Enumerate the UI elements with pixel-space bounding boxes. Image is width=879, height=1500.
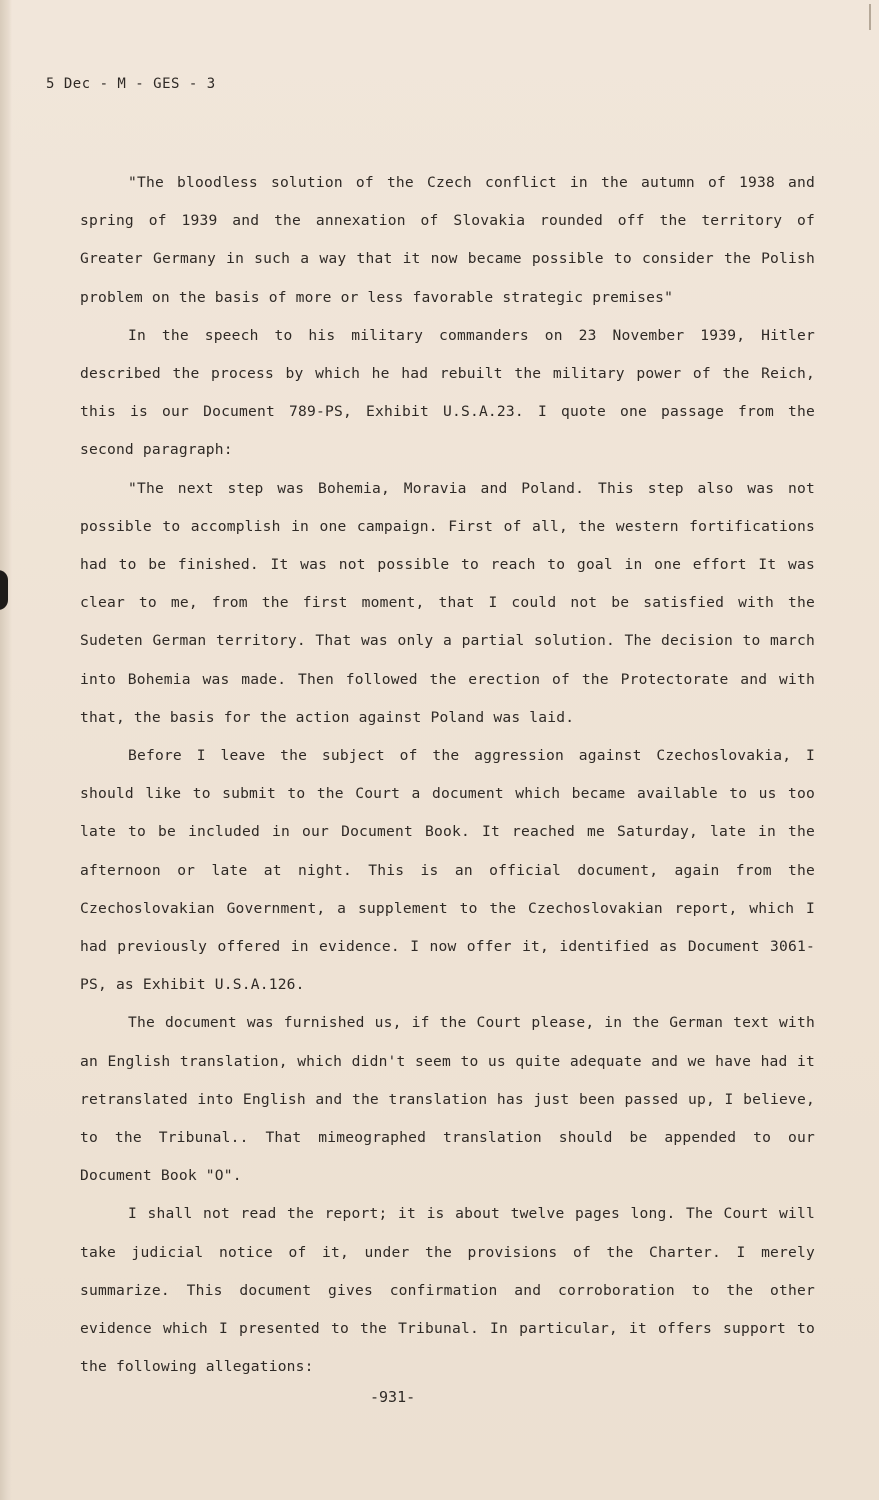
page-left-edge (0, 0, 12, 1500)
punch-hole (0, 570, 8, 610)
paragraph-quote-czech-conflict: "The bloodless solution of the Czech conflict in the autumn of 1938 and spring of 1939 and the annexation of Slovakia rounded off the territory of Greater Germany in such a way that it now became possible to consider the Polish problem on the basis of more or less favorable strategic premises" (80, 174, 815, 306)
paragraph-quote-next-step: "The next step was Bohemia, Moravia and Poland. This step also was not possible to accomplish in one campaign. First of all, the western fortifications had to be finished. It was not possible to reach to goal in one effort It was clear to me, from the first moment, that I could not be satisfied with the Sudeten German territory. That was only a partial solution. The decision to march into Bohemia was made. Then followed the erection of the Protectorate and with that, the basis for the action against Poland was laid. (80, 479, 815, 726)
page-number: -931- (370, 1388, 416, 1406)
page-header: 5 Dec - M - GES - 3 (46, 76, 216, 92)
document-body (80, 164, 815, 1387)
paragraph-translation: The document was furnished us, if the Court please, in the German text with an English translation, which didn't seem to us quite adequate and we have had it retranslated into English and the translation has just been passed up, I believe, to the Tribunal.. That mimeographed translation should be appended to our Document Book "O". (80, 1014, 815, 1185)
paragraph-hitler-speech: In the speech to his military commanders on 23 November 1939, Hitler described the process by which he had rebuilt the military power of the Reich, this is our Document 789-PS, Exhibit U.S.A.23. I quote one passage from the second paragraph: (80, 326, 815, 459)
paragraph-summary: I shall not read the report; it is about twelve pages long. The Court will take judicial notice of it, under the provisions of the Charter. I merely summarize. This document gives confirmation and corroboration to the other evidence which I presented to the Tribunal. In particular, it offers support to the following allegations: (80, 1205, 815, 1376)
edge-mark (869, 4, 871, 30)
paragraph-submit-document: Before I leave the subject of the aggression against Czechoslovakia, I should like to submit to the Court a document which became available to us too late to be included in our Document Book. It reached me Saturday, late in the afternoon or late at night. This is an official document, again from the Czechoslovakian Government, a supplement to the Czechoslovakian report, which I had previously offered in evidence. I now offer it, identified as Document 3061-PS, as Exhibit U.S.A.126. (80, 747, 815, 994)
